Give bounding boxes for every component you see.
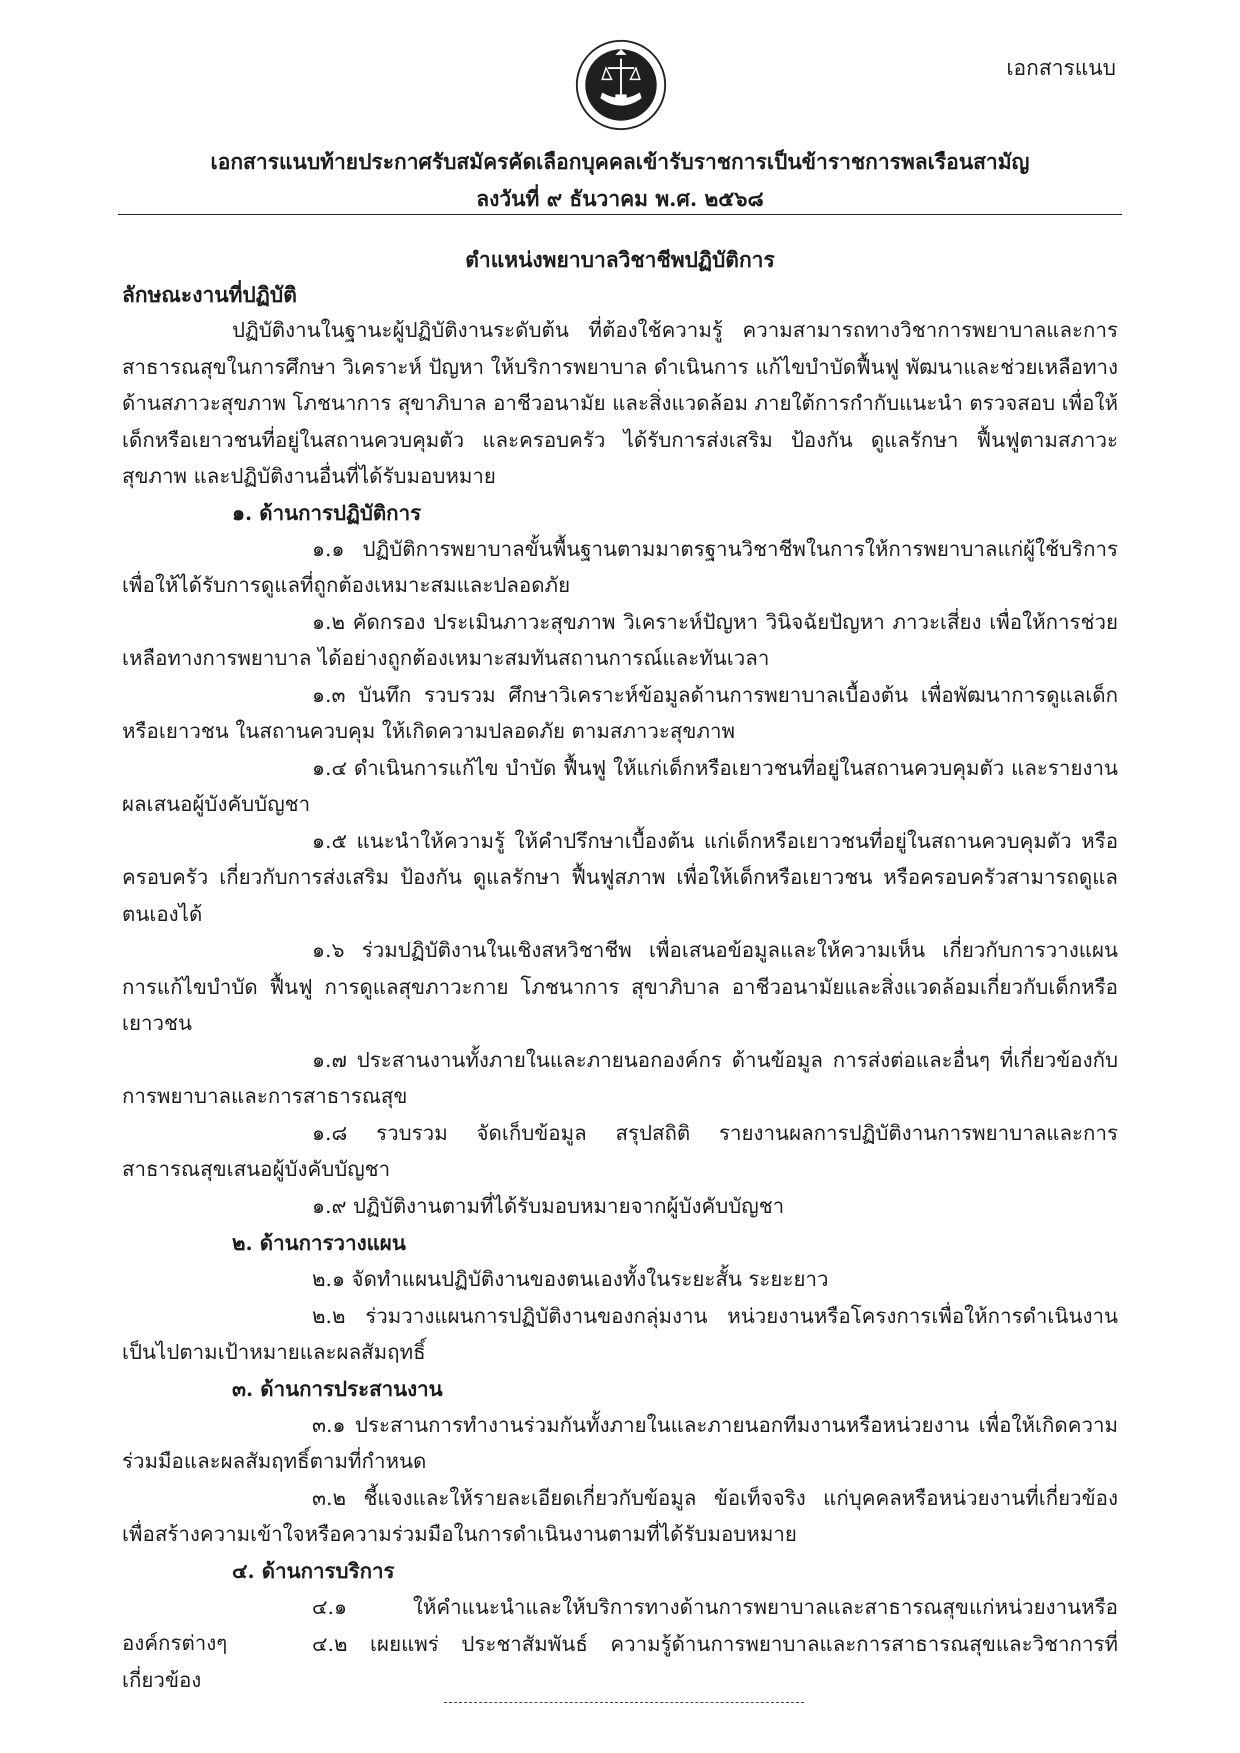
- attachment-label: เอกสารแนบ: [1006, 56, 1116, 80]
- list-item: ๒.๒ ร่วมวางแผนการปฏิบัติงานของกลุ่มงาน หน่วยงานหรือโครงการเพื่อให้การดำเนินงานเป็นไปตามเป้าหมายและผลสัมฤทธิ์: [122, 1303, 1118, 1364]
- list-item: ๑.๖ ร่วมปฏิบัติงานในเชิงสหวิชาชีพ เพื่อเสนอข้อมูลและให้ความเห็น เกี่ยวกับการวางแผนการแก้ไขบำบัด ฟื้นฟู การดูแลสุขภาวะกาย โภชนาการ สุขาภิบาล อาชีวอนามัยและสิ่งแวดล้อมเกี่ยวกับเด็กหรือเยาวชน: [122, 938, 1118, 1035]
- list-item: ๑.๔ ดำเนินการแก้ไข บำบัด ฟื้นฟู ให้แก่เด็กหรือเยาวชนที่อยู่ในสถานควบคุมตัว และรายงานผลเสนอผู้บังคับบัญชา: [122, 755, 1118, 816]
- list-item: ๑.๒ คัดกรอง ประเมินภาวะสุขภาพ วิเคราะห์ปัญหา วินิจฉัยปัญหา ภาวะเสี่ยง เพื่อให้การช่วยเหลือทางการพยาบาล ได้อย่างถูกต้องเหมาะสมทันสถานการณ์และทันเวลา: [122, 609, 1118, 670]
- list-item: ๑.๗ ประสานงานทั้งภายในและภายนอกองค์กร ด้านข้อมูล การส่งต่อและอื่นๆ ที่เกี่ยวข้องกับการพยาบาลและการสาธารณสุข: [122, 1047, 1118, 1108]
- list-item: ๑.๓ บันทึก รวบรวม ศึกษาวิเคราะห์ข้อมูลด้านการพยาบาลเบื้องต้น เพื่อพัฒนาการดูแลเด็กหรือเยาวชน ในสถานควบคุม ให้เกิดความปลอดภัย ตามสภาวะสุขภาพ: [122, 682, 1118, 743]
- section-heading: ๑. ด้านการปฏิบัติการ: [232, 500, 422, 525]
- position-title: ตำแหน่งพยาบาลวิชาชีพปฏิบัติการ: [465, 247, 775, 272]
- list-item: ๑.๙ ปฏิบัติงานตามที่ได้รับมอบหมายจากผู้บังคับบัญชา: [312, 1193, 785, 1218]
- document-date: ลงวันที่ ๙ ธันวาคม พ.ศ. ๒๕๖๘: [476, 186, 764, 211]
- header-divider: [118, 214, 1122, 215]
- list-item: ๔.๑ ให้คำแนะนำและให้บริการทางด้านการพยาบาลและสาธารณสุขแก่หน่วยงานหรือองค์กรต่างๆ: [122, 1594, 1118, 1655]
- list-item: ๑.๑ ปฏิบัติการพยาบาลขั้นพื้นฐานตามมาตรฐานวิชาชีพในการให้การพยาบาลแก่ผู้ใช้บริการ เพื่อให้ได้รับการดูแลที่ถูกต้องเหมาะสมและปลอดภัย: [122, 536, 1118, 597]
- document-body: [122, 242, 1118, 1692]
- document-title: เอกสารแนบท้ายประกาศรับสมัครคัดเลือกบุคคลเข้ารับราชการเป็นข้าราชการพลเรือนสามัญ: [210, 149, 1030, 174]
- section-heading: ๓. ด้านการประสานงาน: [232, 1376, 443, 1401]
- list-item: ๓.๑ ประสานการทำงานร่วมกันทั้งภายในและภายนอกทีมงานหรือหน่วยงาน เพื่อให้เกิดความร่วมมือและผลสัมฤทธิ์ตามที่กำหนด: [122, 1412, 1118, 1473]
- list-item: ๑.๕ แนะนำให้ความรู้ ให้คำปรึกษาเบื้องต้น แก่เด็กหรือเยาวชนที่อยู่ในสถานควบคุมตัว หรือครอบครัว เกี่ยวกับการส่งเสริม ป้องกัน ดูแลรักษา ฟื้นฟูสภาพ เพื่อให้เด็กหรือเยาวชน หรือครอบครัวสามารถดูแลตนเองได้: [122, 828, 1118, 926]
- section-heading: ๔. ด้านการบริการ: [232, 1558, 395, 1583]
- page-end-divider: [444, 1702, 804, 1703]
- list-item: ๔.๒ เผยแพร่ ประชาสัมพันธ์ ความรู้ด้านการพยาบาลและการสาธารณสุขและวิชาการที่เกี่ยวข้อง: [122, 1631, 1118, 1692]
- list-item: ๒.๑ จัดทำแผนปฏิบัติงานของตนเองทั้งในระยะสั้น ระยะยาว: [312, 1266, 829, 1291]
- job-nature-intro: ปฏิบัติงานในฐานะผู้ปฏิบัติงานระดับต้น ที่ต้องใช้ความรู้ ความสามารถทางวิชาการพยาบาลและการสาธารณสุขในการศึกษา วิเคราะห์ ปัญหา ให้บริการพยาบาล ดำเนินการ แก้ไขบำบัดฟื้นฟู พัฒนาและช่วยเหลือทางด้านสภาวะสุขภาพ โภชนาการ สุขาภิบาล อาชีวอนามัย และสิ่งแวดล้อม ภายใต้การกำกับแนะนำ ตรวจสอบ เพื่อให้เด็กหรือเยาวชนที่อยู่ในสถานควบคุมตัว และครอบครัว ได้รับการส่งเสริม ป้องกัน ดูแลรักษา ฟื้นฟูตามสภาวะสุขภาพ และปฏิบัติงานอื่นที่ได้รับมอบหมาย: [122, 318, 1118, 488]
- ministry-justice-seal-icon: [574, 38, 668, 132]
- section-heading: ๒. ด้านการวางแผน: [232, 1230, 406, 1255]
- list-item: ๑.๘ รวบรวม จัดเก็บข้อมูล สรุปสถิติ รายงานผลการปฏิบัติงานการพยาบาลและการสาธารณสุขเสนอผู้บังคับบัญชา: [122, 1120, 1118, 1181]
- job-nature-heading: ลักษณะงานที่ปฏิบัติ: [122, 282, 297, 307]
- list-item: ๓.๒ ชี้แจงและให้รายละเอียดเกี่ยวกับข้อมูล ข้อเท็จจริง แก่บุคคลหรือหน่วยงานที่เกี่ยวข้อง เพื่อสร้างความเข้าใจหรือความร่วมมือในการดำเนินงานตามที่ได้รับมอบหมาย: [122, 1485, 1118, 1546]
